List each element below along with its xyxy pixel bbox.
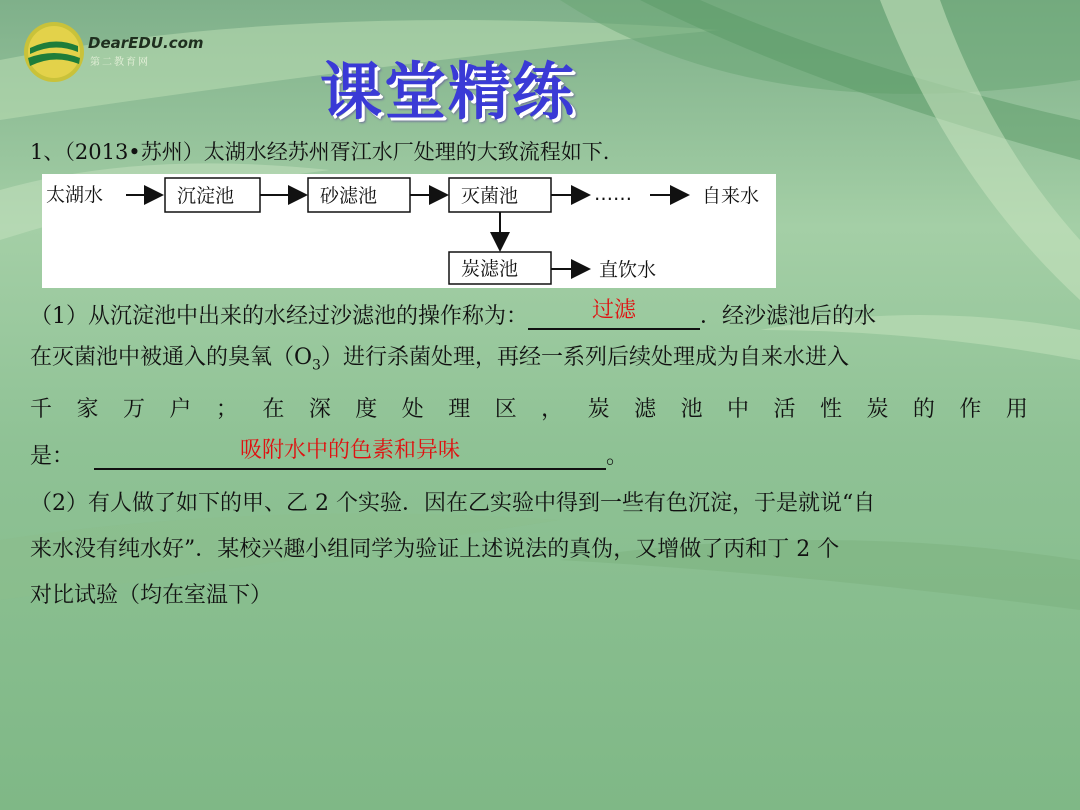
part1-line2 [30, 340, 849, 373]
logo-subtitle-text: 第二教育网 [90, 57, 150, 68]
justified-char: 作 [959, 397, 982, 422]
justified-char: 万 [122, 397, 145, 422]
process-flow-diagram [42, 174, 776, 288]
part1-line3 [30, 392, 1028, 423]
answer-blank-1 [528, 296, 700, 330]
logo-globe-icon [22, 20, 86, 84]
part1-line2-rest: ）进行杀菌处理，再经一系列后续处理成为自来水进入 [320, 345, 849, 370]
flow-step-label: 灭菌池 [461, 185, 519, 207]
justified-char: 滤 [634, 397, 657, 422]
justified-char: 户 [169, 397, 192, 422]
flow-step-label: 沉淀池 [177, 185, 235, 207]
ozone-subscript: 3 [312, 357, 321, 374]
part1-line4 [30, 436, 628, 470]
justified-char: 池 [680, 397, 703, 422]
part1-line1-suffix: ．经沙滤池后的水 [700, 304, 877, 329]
part2-line3: 对比试验（均在室温下） [30, 583, 273, 608]
flow-ellipsis: …… [594, 183, 632, 205]
part1-line2-text: 在灭菌池中被通入的臭氧（O [30, 345, 313, 370]
answer-blank-2 [94, 436, 606, 470]
flow-end-label: 自来水 [702, 185, 760, 207]
justified-char: 深 [308, 397, 331, 422]
flow-source-label: 太湖水 [46, 184, 104, 206]
part1-line1 [30, 296, 876, 330]
justified-char: 理 [448, 397, 471, 422]
part2-line2: 来水没有纯水好”．某校兴趣小组同学为验证上述说法的真伪，又增做了丙和丁 2 个 [30, 537, 840, 562]
part1-line4-prefix: 是： [30, 444, 75, 469]
justified-char: 区 [494, 397, 517, 422]
justified-char: 炭 [587, 397, 610, 422]
part2-line1: （2）有人做了如下的甲、乙 2 个实验．因在乙实验中得到一些有色沉淀，于是就说“自 [30, 491, 876, 516]
slide-title: 课堂精练 [320, 55, 577, 128]
flow-branch-end-label: 直饮水 [599, 259, 657, 281]
justified-char: 炭 [866, 397, 889, 422]
answer-1-text: 过滤 [591, 298, 636, 323]
flow-branch-label: 炭滤池 [461, 258, 519, 280]
justified-char: 家 [76, 397, 99, 422]
justified-char: 的 [912, 397, 935, 422]
logo-brand-text: DearEDU.com [88, 34, 204, 52]
justified-char: 在 [262, 397, 285, 422]
justified-char: 度 [355, 397, 378, 422]
justified-char: 性 [819, 397, 842, 422]
part1-line4-suffix: 。 [606, 444, 629, 469]
logo [22, 20, 222, 84]
question-heading: 1、（2013•苏州）太湖水经苏州胥江水厂处理的大致流程如下. [30, 140, 610, 164]
justified-char: 活 [773, 397, 796, 422]
justified-char: 千 [30, 397, 53, 422]
justified-char: 处 [401, 397, 424, 422]
justified-char: 用 [1005, 397, 1028, 422]
answer-2-text: 吸附水中的色素和异味 [240, 438, 461, 463]
flow-step-label: 砂滤池 [320, 185, 378, 207]
justified-char: ； [215, 397, 238, 422]
justified-char: ， [541, 397, 564, 422]
part1-line1-prefix: （1）从沉淀池中出来的水经过沙滤池的操作称为： [30, 304, 528, 329]
justified-char: 中 [727, 397, 750, 422]
